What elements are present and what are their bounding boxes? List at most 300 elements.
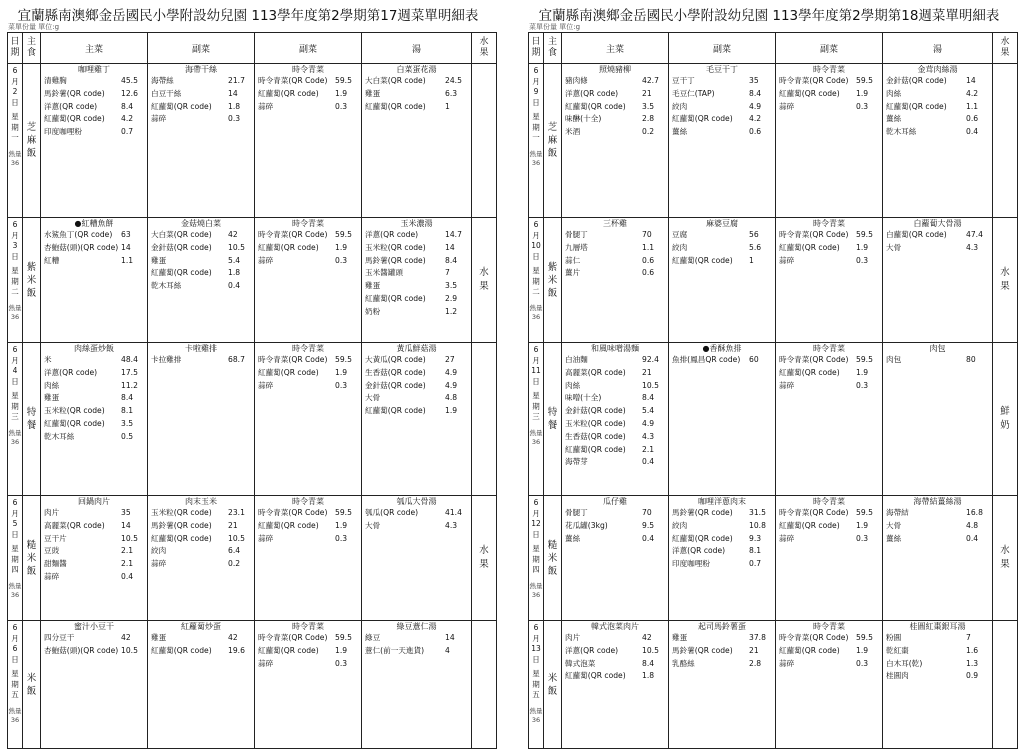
ingredient-quantity: 59.5 (335, 633, 352, 642)
ingredient-row (255, 520, 361, 533)
dish-name: 瓠瓜大骨湯 (396, 497, 437, 506)
dish-name: 時令青菜 (292, 622, 324, 631)
menu-table (7, 32, 497, 749)
date-wd: 四 (532, 565, 540, 574)
ingredient-quantity: 41.4 (445, 508, 462, 517)
ingredient-name: 綠豆 (365, 633, 381, 642)
ingredient-name: 味醂(十全) (565, 114, 602, 124)
ingredient-row (41, 431, 147, 444)
ingredient-name: 紅糟 (44, 255, 60, 265)
ingredient-row (776, 88, 882, 101)
dish-name: 咖哩洋蔥肉末 (698, 497, 746, 506)
ingredient-row (669, 354, 775, 367)
ingredient-row (562, 645, 668, 658)
fruit-cell (993, 343, 1018, 496)
side-dish-2-cell (255, 343, 362, 496)
date-wd: 四 (11, 565, 19, 574)
ingredient-name: 雞蛋 (672, 633, 688, 642)
date-qi: 期 (11, 679, 19, 689)
ingredient-name: 蒜碎 (258, 533, 274, 543)
calorie-value: 36 (10, 437, 20, 446)
ingredient-row (148, 645, 254, 658)
ingredient-name: 時令青菜(QR Code) (779, 633, 849, 642)
ingredient-row (148, 280, 254, 293)
ingredient-name: 骨腿丁 (565, 508, 588, 517)
ingredient-name: 肉絲 (886, 88, 902, 98)
calorie-value: 36 (531, 158, 541, 167)
ingredient-row (669, 88, 775, 101)
ingredient-quantity: 0.3 (856, 255, 869, 265)
dish-name: 桂圓紅棗銀耳湯 (909, 622, 966, 631)
date-wd: 一 (11, 133, 19, 142)
ingredient-row (41, 405, 147, 418)
day-row (8, 621, 497, 749)
date-xing: 星 (11, 266, 19, 275)
date-xing: 星 (532, 112, 540, 121)
ingredient-name: 花瓜罐(3kg) (565, 520, 608, 530)
calorie-value: 36 (531, 590, 541, 599)
date-wd: 五 (11, 690, 19, 699)
fruit-cell (993, 218, 1018, 343)
ingredient-name: 海帶絲 (151, 76, 174, 85)
dish-name: 海帶干絲 (185, 65, 217, 74)
side-dish-1-cell (669, 218, 776, 343)
ingredient-quantity: 14 (966, 76, 976, 85)
staple-cell (544, 218, 562, 343)
date-cell (529, 64, 544, 218)
day-row (529, 621, 1018, 749)
ingredient-name: 豆干丁 (672, 76, 695, 85)
calorie-label: 熱量 (8, 303, 22, 312)
ingredient-name: 絞肉 (151, 546, 167, 556)
ingredient-row (883, 354, 992, 367)
ingredient-quantity: 17.5 (121, 367, 138, 377)
ingredient-quantity: 47.4 (966, 230, 983, 239)
ingredient-name: 玉米粒(QR code) (565, 418, 626, 428)
ingredient-quantity: 1.1 (642, 242, 655, 252)
date-day: 5 (12, 519, 18, 528)
header-row (8, 33, 497, 64)
ingredient-name: 紅蘿蔔(QR code) (258, 242, 319, 252)
ingredient-name: 白油麵 (565, 355, 588, 364)
ingredient-row (41, 101, 147, 114)
ingredient-quantity: 1 (445, 101, 450, 111)
date-cell (8, 218, 23, 343)
ingredient-quantity: 63 (121, 230, 131, 239)
ingredient-row (255, 658, 361, 671)
ingredient-name: 薑絲 (672, 127, 688, 137)
date-yue: 月 (532, 230, 540, 240)
date-yue: 月 (532, 633, 540, 643)
ingredient-row (41, 380, 147, 393)
calorie-info (8, 304, 22, 322)
ingredient-row (41, 418, 147, 431)
side-dish-1-cell (148, 218, 255, 343)
dish-name: 毛豆干丁 (706, 65, 738, 74)
ingredient-quantity: 8.4 (121, 101, 134, 111)
ingredient-row (362, 380, 471, 393)
header-main-label: 主菜 (84, 44, 103, 55)
ingredient-quantity: 4.2 (749, 114, 762, 124)
ingredient-name: 馬鈴薯(QR code) (672, 508, 733, 517)
ingredient-name: 絞肉 (672, 520, 688, 530)
ingredient-quantity: 9.5 (642, 520, 655, 530)
date-xing: 星 (11, 112, 19, 121)
menu-table (528, 32, 1018, 749)
ingredient-quantity: 8.1 (749, 546, 762, 556)
date-xing: 星 (532, 544, 540, 553)
dish-name: 白蘿蔔大骨湯 (913, 219, 962, 228)
calorie-value: 36 (10, 158, 20, 167)
ingredient-row (562, 113, 668, 126)
date-wd: 三 (532, 412, 540, 421)
calorie-info (8, 429, 22, 447)
ingredient-name: 紅蘿蔔(QR code) (779, 367, 840, 377)
side-dish-2-cell (255, 64, 362, 218)
dish-name: 時令青菜 (292, 497, 324, 506)
ingredient-name: 乳酪絲 (672, 658, 695, 668)
ingredient-name: 時令青菜(QR Code) (258, 508, 328, 517)
date-month: 6 (12, 623, 18, 632)
ingredient-name: 紅蘿蔔(QR code) (258, 88, 319, 98)
ingredient-quantity: 80 (966, 355, 976, 364)
ingredient-row (883, 229, 992, 242)
ingredient-name: 白蘿蔔(QR code) (886, 230, 947, 239)
fruit-cell (472, 343, 497, 496)
ingredient-row (362, 632, 471, 645)
ingredient-name: 洋蔥(QR code) (565, 645, 619, 655)
ingredient-quantity: 42 (642, 633, 652, 642)
ingredient-name: 薑絲 (886, 533, 902, 543)
header-date (529, 33, 544, 64)
ingredient-row (41, 113, 147, 126)
ingredient-quantity: 4.9 (445, 380, 458, 390)
ingredient-row (148, 632, 254, 645)
ingredient-quantity: 0.7 (121, 127, 134, 137)
fruit-cell (993, 64, 1018, 218)
ingredient-quantity: 14 (445, 242, 455, 252)
staple-cell (23, 496, 41, 621)
ingredient-row (562, 507, 668, 520)
ingredient-row (669, 645, 775, 658)
ingredient-quantity: 1.9 (335, 88, 348, 98)
ingredient-quantity: 3.5 (445, 281, 458, 291)
ingredient-quantity: 37.8 (749, 633, 766, 642)
ingredient-quantity: 1.9 (856, 88, 869, 98)
staple-text: 特餐 (26, 407, 37, 431)
ingredient-quantity: 21 (749, 645, 759, 655)
ingredient-row (255, 255, 361, 268)
date-month: 6 (533, 498, 539, 507)
ingredient-name: 海帶結 (886, 508, 909, 517)
ingredient-name: 蒜碎 (258, 255, 274, 265)
date-yue: 月 (11, 633, 19, 643)
ingredient-name: 瓠瓜(QR code) (365, 508, 419, 517)
calorie-label: 熱量 (8, 706, 22, 715)
dish-name: 時令青菜 (813, 65, 845, 74)
ingredient-row (562, 431, 668, 444)
ingredient-name: 紅蘿蔔(QR code) (565, 101, 626, 111)
fruit-text: 水果 (1000, 267, 1010, 292)
header-side-dish-1-label: 副菜 (191, 44, 210, 55)
ingredient-row (362, 280, 471, 293)
ingredient-row (776, 255, 882, 268)
main-dish-cell (41, 496, 148, 621)
date-wd: 二 (11, 287, 19, 296)
soup-dish-cell (362, 343, 472, 496)
ingredient-row (883, 242, 992, 255)
ingredient-row (148, 558, 254, 571)
ingredient-quantity: 6.3 (445, 88, 458, 98)
ingredient-row (669, 229, 775, 242)
soup-dish-cell (883, 343, 993, 496)
ingredient-row (562, 101, 668, 114)
ingredient-quantity: 59.5 (856, 633, 873, 642)
ingredient-quantity: 31.5 (749, 508, 766, 517)
dish-name: 瓜仔雞 (603, 497, 627, 506)
ingredient-name: 大骨 (886, 242, 902, 252)
ingredient-name: 蒜碎 (258, 101, 274, 111)
soup-dish-cell (883, 621, 993, 749)
ingredient-name: 時令青菜(QR Code) (258, 633, 328, 642)
fruit-cell (472, 218, 497, 343)
ingredient-quantity: 7 (966, 633, 971, 642)
ingredient-name: 紅蘿蔔(QR code) (258, 367, 319, 377)
main-dish-cell (562, 64, 669, 218)
ingredient-row (41, 354, 147, 367)
ingredient-quantity: 1.9 (335, 645, 348, 655)
ingredient-name: 紅蘿蔔(QR code) (151, 268, 212, 278)
ingredient-row (362, 367, 471, 380)
ingredient-quantity: 14 (228, 88, 238, 98)
ingredient-row (776, 229, 882, 242)
ingredient-quantity: 0.4 (642, 533, 655, 543)
ingredient-row (41, 367, 147, 380)
ingredient-quantity: 1.9 (856, 242, 869, 252)
ingredient-row (883, 533, 992, 546)
header-soup (883, 33, 993, 64)
ingredient-quantity: 1.6 (966, 645, 979, 655)
ingredient-name: 紅蘿蔔(QR code) (672, 533, 733, 543)
ingredient-quantity: 21.7 (228, 76, 245, 85)
soup-dish-cell (883, 218, 993, 343)
ingredient-row (255, 88, 361, 101)
ingredient-quantity: 45.5 (121, 76, 138, 85)
soup-dish-cell (883, 496, 993, 621)
header-main-label: 主菜 (605, 44, 624, 55)
ingredient-name: 乾紅棗 (886, 645, 909, 655)
ingredient-name: 紅蘿蔔(QR code) (779, 645, 840, 655)
date-day: 6 (12, 644, 18, 653)
ingredient-quantity: 8.1 (121, 406, 134, 416)
ingredient-name: 時令青菜(QR Code) (779, 230, 849, 239)
header-row (529, 33, 1018, 64)
ingredient-quantity: 0.3 (856, 101, 869, 111)
ingredient-name: 時令青菜(QR Code) (258, 355, 328, 364)
date-cell (529, 218, 544, 343)
ingredient-name: 時令青菜(QR Code) (779, 355, 849, 364)
ingredient-quantity: 14.7 (445, 230, 462, 239)
date-qi: 期 (532, 679, 540, 689)
ingredient-quantity: 4.8 (445, 393, 458, 403)
date-wd: 五 (532, 690, 540, 699)
calorie-label: 熱量 (529, 428, 543, 437)
ingredient-row (562, 444, 668, 457)
ingredient-name: 肉包 (886, 355, 902, 364)
ingredient-row (362, 75, 471, 88)
date-cell (529, 621, 544, 749)
ingredient-row (669, 558, 775, 571)
ingredient-row (41, 632, 147, 645)
staple-text: 特餐 (547, 407, 558, 431)
ingredient-quantity: 4.8 (966, 520, 979, 530)
ingredient-name: 生香菇(QR code) (565, 431, 626, 441)
dish-name: 照燒豬柳 (599, 65, 631, 74)
ingredient-name: 蒜碎 (258, 658, 274, 668)
ingredient-row (776, 75, 882, 88)
side-dish-2-cell (255, 496, 362, 621)
ingredient-quantity: 1.1 (966, 101, 979, 111)
ingredient-name: 紅蘿蔔(QR code) (779, 88, 840, 98)
ingredient-name: 蒜碎 (151, 559, 167, 569)
ingredient-name: 馬鈴薯(QR code) (672, 645, 733, 655)
ingredient-row (41, 558, 147, 571)
ingredient-name: 金針菇(QR code) (365, 380, 426, 390)
header-side-dish-2-label: 副菜 (819, 44, 838, 55)
ingredient-row (883, 520, 992, 533)
ingredient-name: 乾木耳絲 (886, 127, 917, 137)
ingredient-quantity: 2.1 (121, 559, 134, 569)
ingredient-row (148, 520, 254, 533)
ingredient-name: 紅蘿蔔(QR code) (779, 242, 840, 252)
ingredient-name: 印度咖哩粉 (672, 559, 710, 569)
ingredient-row (255, 533, 361, 546)
ingredient-quantity: 0.3 (228, 114, 241, 124)
calorie-label: 熱量 (8, 149, 22, 158)
ingredient-name: 白豆干絲 (151, 88, 182, 98)
ingredient-quantity: 24.5 (445, 76, 462, 85)
ingredient-name: 時令青菜(QR Code) (258, 230, 328, 239)
ingredient-row (362, 267, 471, 280)
date-ri: 日 (532, 251, 540, 261)
ingredient-row (776, 242, 882, 255)
ingredient-row (776, 101, 882, 114)
ingredient-name: 水鯊魚丁(QR code) (44, 230, 113, 239)
ingredient-quantity: 0.3 (335, 533, 348, 543)
ingredient-row (776, 645, 882, 658)
ingredient-quantity: 8.4 (642, 393, 655, 403)
ingredient-quantity: 35 (121, 508, 131, 517)
ingredient-name: 金針菇(QR code) (151, 242, 212, 252)
ingredient-row (148, 242, 254, 255)
ingredient-quantity: 10.5 (642, 645, 659, 655)
ingredient-quantity: 4.3 (445, 520, 458, 530)
date-day: 3 (12, 241, 18, 250)
ingredient-name: 紅蘿蔔(QR code) (365, 406, 426, 416)
ingredient-row (562, 405, 668, 418)
ingredient-quantity: 59.5 (856, 230, 873, 239)
ingredient-name: 時令青菜(QR Code) (779, 508, 849, 517)
ingredient-quantity: 11.2 (121, 380, 138, 390)
ingredient-quantity: 8.4 (749, 88, 762, 98)
header-fruit-label: 水果 (479, 37, 489, 58)
ingredient-quantity: 4.9 (749, 101, 762, 111)
dish-name: 黃瓜鮮菇湯 (396, 344, 437, 353)
ingredient-row (362, 354, 471, 367)
ingredient-quantity: 0.4 (228, 281, 241, 291)
ingredient-name: 玉米粒(QR code) (44, 406, 105, 416)
staple-cell (544, 496, 562, 621)
side-dish-2-cell (776, 343, 883, 496)
staple-text: 紫米飯 (547, 261, 558, 299)
ingredient-quantity: 92.4 (642, 355, 659, 364)
side-dish-1-cell (669, 343, 776, 496)
ingredient-row (41, 75, 147, 88)
ingredient-quantity: 2.8 (749, 658, 762, 668)
ingredient-row (148, 88, 254, 101)
dish-name: 麻婆豆腐 (706, 219, 738, 228)
ingredient-name: 雞蛋 (365, 88, 381, 98)
ingredient-quantity: 0.3 (335, 380, 348, 390)
calorie-info (529, 707, 543, 725)
ingredient-name: 蒜碎 (779, 380, 795, 390)
date-qi: 期 (11, 401, 19, 411)
ingredient-name: 洋蔥(QR code) (44, 101, 98, 111)
date-day: 10 (531, 241, 541, 250)
ingredient-name: 紅蘿蔔(QR code) (44, 418, 105, 428)
date-wd: 一 (532, 133, 540, 142)
ingredient-row (669, 242, 775, 255)
ingredient-name: 紅蘿蔔(QR code) (886, 101, 947, 111)
dish-name: 起司馬鈴薯蛋 (698, 622, 746, 631)
ingredient-quantity: 7 (445, 268, 450, 278)
fruit-text: 水果 (479, 267, 489, 292)
ingredient-row (255, 101, 361, 114)
ingredient-quantity: 14 (121, 242, 131, 252)
ingredient-row (255, 645, 361, 658)
dish-name: ●紅糟魚餅 (74, 219, 114, 228)
ingredient-row (669, 75, 775, 88)
ingredient-quantity: 14 (445, 633, 455, 642)
ingredient-quantity: 1.9 (856, 645, 869, 655)
ingredient-name: 紅蘿蔔(QR code) (779, 520, 840, 530)
fruit-text: 水果 (479, 545, 489, 570)
ingredient-row (669, 126, 775, 139)
ingredient-quantity: 59.5 (856, 355, 873, 364)
date-yue: 月 (11, 230, 19, 240)
ingredient-row (148, 545, 254, 558)
ingredient-row (669, 520, 775, 533)
day-row (8, 64, 497, 218)
ingredient-name: 紅蘿蔔(QR code) (672, 255, 733, 265)
ingredient-name: 紅蘿蔔(QR code) (151, 533, 212, 543)
ingredient-quantity: 1.8 (228, 101, 241, 111)
calorie-value: 36 (10, 312, 20, 321)
date-yue: 月 (11, 76, 19, 86)
calorie-label: 熱量 (529, 149, 543, 158)
date-month: 6 (533, 220, 539, 229)
dish-name: 蜜汁小豆干 (74, 622, 114, 631)
ingredient-quantity: 70 (642, 508, 652, 517)
dish-name: 三杯雞 (603, 219, 627, 228)
header-staple-label: 主食 (547, 37, 557, 58)
ingredient-name: 味噌(十全) (565, 393, 602, 403)
date-month: 6 (12, 220, 18, 229)
dish-name: 海帶結薑絲湯 (913, 497, 962, 506)
ingredient-quantity: 8.4 (121, 393, 134, 403)
date-yue: 月 (11, 355, 19, 365)
ingredient-name: 桂圓肉 (886, 671, 909, 681)
